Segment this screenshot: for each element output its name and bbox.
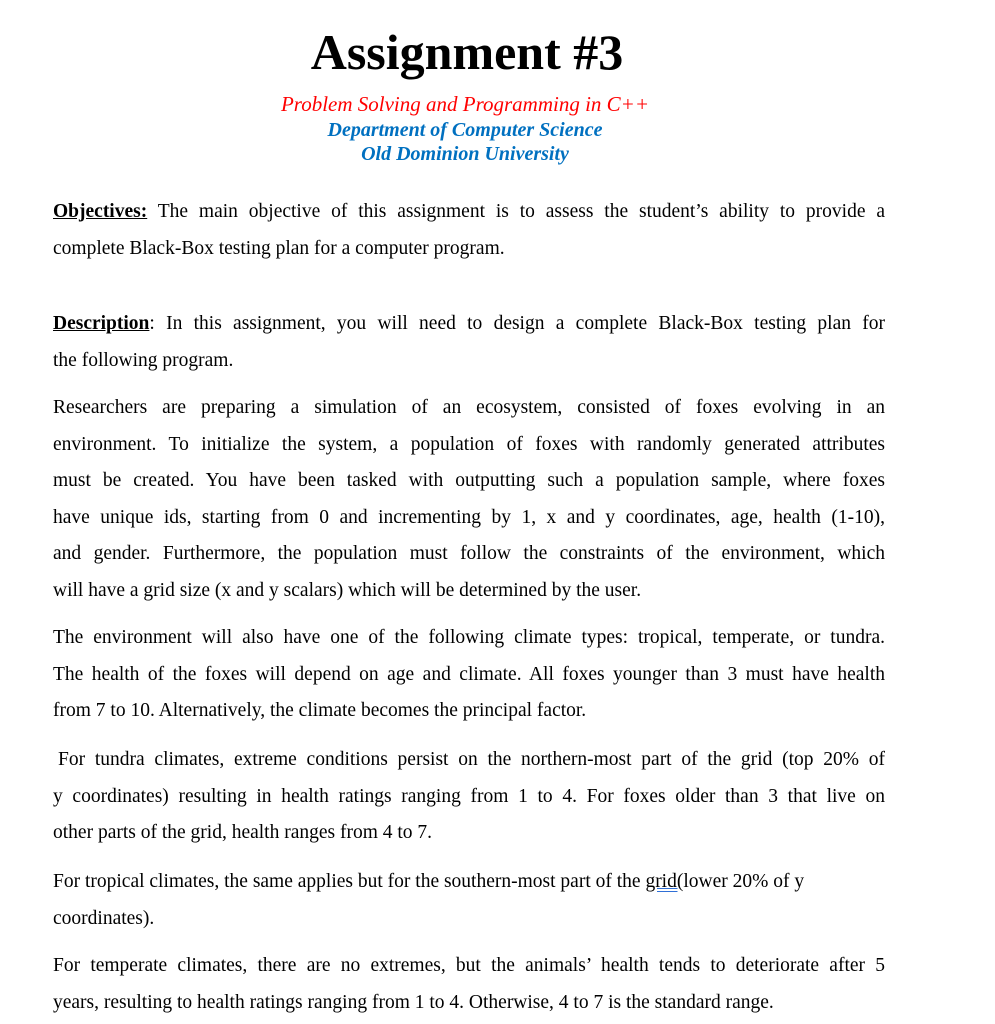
text-line: other parts of the grid, health ranges from 4 to 7. xyxy=(53,822,433,843)
text-line: The health of the foxes will depend on age and climate. All foxes younger than 3 must have health xyxy=(53,663,885,685)
text-line: and gender. Furthermore, the population must follow the constraints of the environment, which xyxy=(53,543,885,564)
department-subtitle: Department of Computer Science xyxy=(327,119,603,141)
text-line: For tropical climates, the same applies but for the southern-most part of the xyxy=(53,871,646,892)
description-label: Description xyxy=(53,313,150,334)
text-line: from 7 to 10. Alternatively, the climate becomes the principal factor. xyxy=(53,700,587,721)
spellcheck-flagged-word[interactable]: grid( xyxy=(645,871,684,892)
description-paragraph xyxy=(53,306,885,379)
researchers-paragraph xyxy=(53,390,885,609)
text-line: : In this assignment, you will need to design a complete Black-Box testing plan for xyxy=(149,313,885,334)
text-line: years, resulting to health ratings ranging from 1 to 4. Otherwise, 4 to 7 is the standard range. xyxy=(53,991,774,1013)
tropical-paragraph xyxy=(53,864,885,937)
text-line: For tundra climates, extreme conditions persist on the northern-most part of the grid (top 20% of xyxy=(58,749,885,770)
temperate-paragraph xyxy=(53,948,885,1021)
course-subtitle: Problem Solving and Programming in C++ xyxy=(280,92,650,116)
text-line: have unique ids, starting from 0 and incrementing by 1, x and y coordinates, age, health (1-10), xyxy=(53,506,885,528)
environment-paragraph xyxy=(53,620,885,730)
text-line: For temperate climates, there are no extremes, but the animals’ health tends to deteriorate after 5 xyxy=(53,955,885,976)
document-title: Assignment #3 xyxy=(310,24,624,80)
text-line: the following program. xyxy=(53,349,234,371)
objectives-paragraph xyxy=(53,194,885,267)
text-line: lower 20% of y xyxy=(683,871,805,892)
tundra-paragraph xyxy=(53,742,885,852)
text-line: environment. To initialize the system, a population of foxes with randomly generated attributes xyxy=(53,433,885,455)
text-line: complete Black-Box testing plan for a computer program. xyxy=(53,237,505,259)
text-line: y coordinates) resulting in health ratings ranging from 1 to 4. For foxes older than 3 that live on xyxy=(53,785,885,807)
university-subtitle: Old Dominion University xyxy=(361,143,569,165)
text-line: Researchers are preparing a simulation of an ecosystem, consisted of foxes evolving in an xyxy=(53,397,885,418)
text-line: coordinates). xyxy=(53,907,155,929)
text-line: The environment will also have one of the following climate types: tropical, temperate, or tundra. xyxy=(53,627,885,648)
objectives-label: Objectives: xyxy=(53,201,148,222)
text-line: The main objective of this assignment is to assess the student’s ability to provide a xyxy=(147,201,885,222)
text-line: must be created. You have been tasked with outputting such a population sample, where foxes xyxy=(53,470,885,491)
text-line: will have a grid size (x and y scalars) which will be determined by the user. xyxy=(53,579,642,601)
